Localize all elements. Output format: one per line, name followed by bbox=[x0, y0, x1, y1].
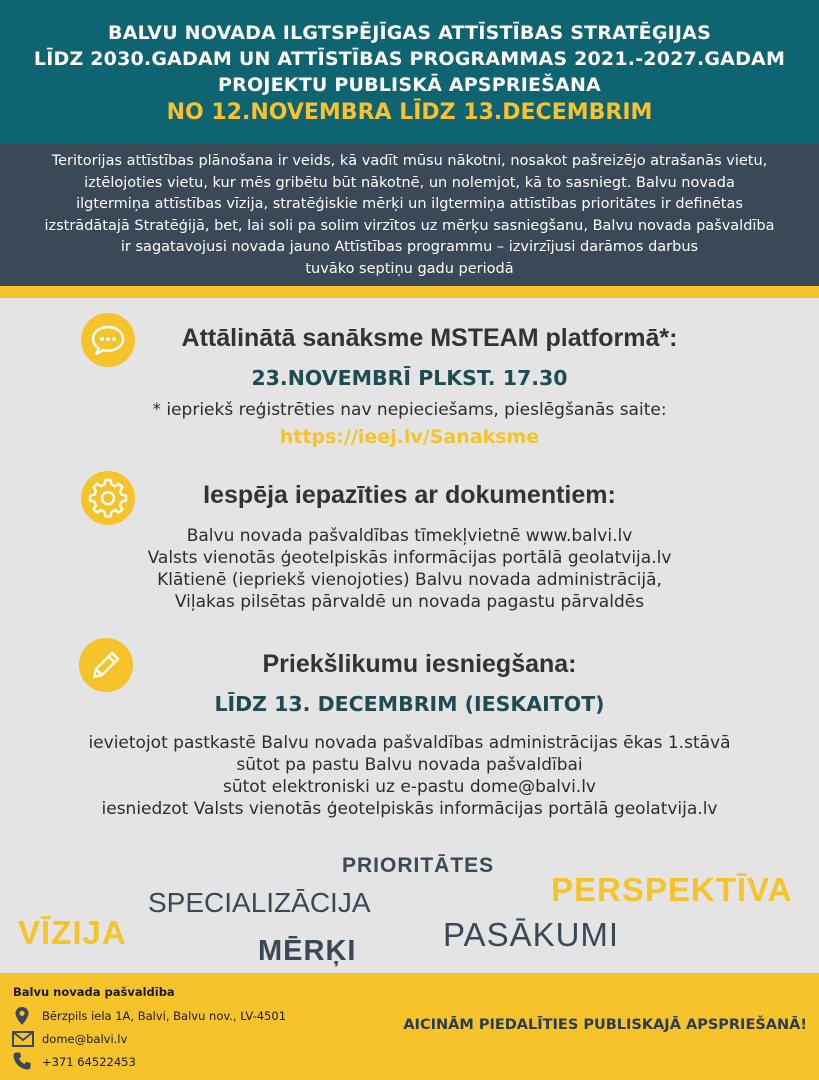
accent-divider bbox=[0, 286, 819, 298]
header-title-line-2: LĪDZ 2030.GADAM UN ATTĪSTĪBAS PROGRAMMAS 2021.-2027.GADAM bbox=[33, 48, 786, 70]
word-merki: MĒRĶI bbox=[258, 935, 357, 967]
intro-line: tuvāko septiņu gadu periodā bbox=[305, 260, 514, 277]
word-vizija: VĪZIJA bbox=[18, 914, 127, 951]
proposals-line: sūtot elektroniski uz e-pastu dome@balvi.lv bbox=[223, 777, 596, 797]
intro-text bbox=[0, 143, 819, 281]
footer-call-to-action: AICINĀM PIEDALĪTIES PUBLISKAJĀ APSPRIEŠANĀ! bbox=[403, 1017, 807, 1033]
meeting-note: * iepriekš reģistrēties nav nepieciešams, pieslēgšanās saite: bbox=[152, 400, 667, 420]
proposals-line: ievietojot pastkastē Balvu novada pašvaldības administrācijas ēkas 1.stāvā bbox=[88, 733, 731, 753]
phone-icon bbox=[12, 1051, 32, 1071]
footer-address-row bbox=[12, 1006, 312, 1026]
header-banner bbox=[0, 0, 819, 143]
footer-address: Bērzpils iela 1A, Balvi, Balvu nov., LV-4501 bbox=[42, 1009, 287, 1023]
footer-email-row bbox=[12, 1029, 312, 1049]
documents-line: Viļakas pilsētas pārvaldē un novada pagastu pārvaldēs bbox=[174, 592, 645, 612]
meeting-date: 23.NOVEMBRĪ PLKST. 17.30 bbox=[251, 366, 568, 390]
intro-block bbox=[0, 143, 819, 286]
intro-line: ilgtermiņa attīstības vīzija, stratēģiskie mērķi un ilgtermiņa attīstības prioritātes ir definētas bbox=[76, 196, 743, 213]
header-title-line-3: PROJEKTU PUBLISKĀ APSPRIEŠANA bbox=[218, 74, 601, 96]
header-title-line-1: BALVU NOVADA ILGTSPĒJĪGAS ATTĪSTĪBAS STRATĒĢIJAS bbox=[108, 22, 711, 44]
meeting-title: Attālinātā sanāksme MSTEAM platformā*: bbox=[181, 324, 678, 352]
documents-line: Valsts vienotās ģeotelpiskās informācijas portālā geolatvija.lv bbox=[147, 548, 672, 568]
word-specializacija: SPECIALIZĀCIJA bbox=[148, 887, 371, 918]
intro-line: Teritorijas attīstības plānošana ir veids, kā vadīt mūsu nākotni, nosakot pašreizējo atrašanās vietu, bbox=[51, 153, 768, 169]
footer-phone[interactable]: +371 64522453 bbox=[42, 1055, 136, 1069]
proposals-line: sūtot pa pastu Balvu novada pašvaldībai bbox=[236, 755, 583, 775]
proposals-line: iesniedzot Valsts vienotās ģeotelpiskās informācijas portālā geolatvija.lv bbox=[101, 799, 718, 819]
word-pasakumi: PASĀKUMI bbox=[443, 916, 620, 953]
footer bbox=[0, 973, 819, 1080]
proposals-lines bbox=[0, 732, 819, 820]
documents-lines bbox=[0, 525, 819, 613]
footer-phone-row bbox=[12, 1051, 312, 1073]
header-dates: NO 12.NOVEMBRA LĪDZ 13.DECEMBRIM bbox=[166, 100, 653, 125]
documents-title: Iespēja iepazīties ar dokumentiem: bbox=[203, 481, 616, 509]
location-pin-icon bbox=[12, 1006, 32, 1026]
intro-line: izstrādātajā Stratēģijā, bet, lai soli pa solim virzītos uz mērķu sasniegšanu, Balvu novada pašvaldība bbox=[44, 217, 775, 234]
envelope-icon bbox=[12, 1031, 34, 1047]
intro-line: ir sagatavojusi novada jauno Attīstības programmu – izvirzījusi darāmos darbus bbox=[120, 239, 699, 256]
documents-line: Klātienē (iepriekš vienojoties) Balvu novada administrācijā, bbox=[157, 570, 662, 590]
documents-line: Balvu novada pašvaldības tīmekļvietnē www.balvi.lv bbox=[186, 526, 633, 546]
footer-email[interactable]: dome@balvi.lv bbox=[42, 1032, 128, 1046]
proposals-deadline: LĪDZ 13. DECEMBRIM (IESKAITOT) bbox=[214, 692, 605, 716]
word-perspektiva: PERSPEKTĪVA bbox=[551, 871, 793, 908]
word-prioritates: PRIORITĀTES bbox=[342, 854, 495, 877]
meeting-link[interactable]: https://ieej.lv/Sanaksme bbox=[279, 426, 540, 448]
proposals-title: Priekšlikumu iesniegšana: bbox=[262, 650, 577, 678]
intro-line: iztēlojoties vietu, kur mēs gribētu būt nākotnē, un nolemjot, kā to sasniegt. Balvu novada bbox=[84, 174, 735, 191]
footer-org-name: Balvu novada pašvaldība bbox=[13, 985, 175, 999]
